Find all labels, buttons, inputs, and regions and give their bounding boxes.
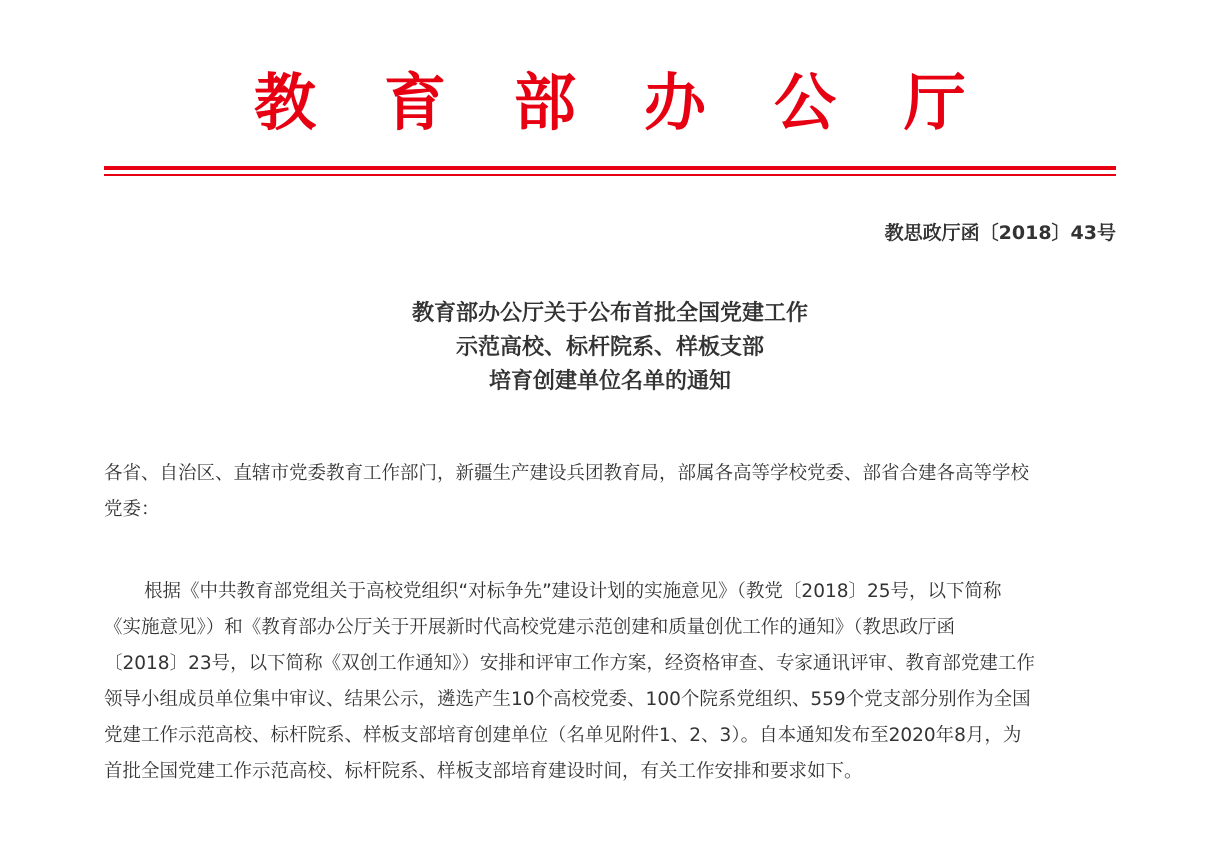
masthead-char: 厅	[903, 66, 966, 139]
masthead-divider-thin	[104, 174, 1116, 176]
salutation-line: 党委：	[104, 499, 160, 520]
title-line: 培育创建单位名单的通知	[488, 369, 731, 394]
document-number: 教思政厅函〔2018〕43号	[884, 222, 1116, 244]
masthead	[104, 62, 1116, 144]
masthead-char: 公	[773, 66, 836, 139]
body-line: 领导小组成员单位集中审议、结果公示，遴选产生10个高校党委、100个院系党组织、559个党支部分别作为全国	[104, 689, 1031, 710]
body-line: 根据《中共教育部党组关于高校党组织“对标争先”建设计划的实施意见》（教党〔2018〕25号，以下简称	[144, 581, 1002, 602]
masthead-char: 办	[643, 66, 706, 139]
body-line: 党建工作示范高校、标杆院系、样板支部培育创建单位（名单见附件1、2、3）。自本通知发布至2020年8月，为	[104, 725, 1022, 746]
salutation	[104, 456, 1116, 528]
body-line: 〔2018〕23号，以下简称《双创工作通知》）安排和评审工作方案，经资格审查、专家通讯评审、教育部党建工作	[104, 653, 1035, 674]
masthead-char: 教	[254, 66, 317, 139]
body-line: 《实施意见》）和《教育部办公厅关于开展新时代高校党建示范创建和质量创优工作的通知》（教思政厅函	[104, 617, 956, 638]
masthead-divider-thick	[104, 166, 1116, 170]
masthead-char: 部	[513, 66, 576, 139]
document-title	[104, 297, 1116, 399]
body-line: 首批全国党建工作示范高校、标杆院系、样板支部培育建设时间，有关工作安排和要求如下。	[104, 761, 863, 782]
masthead-char: 育	[383, 66, 446, 139]
title-line: 示范高校、标杆院系、样板支部	[455, 335, 764, 360]
salutation-line: 各省、自治区、直辖市党委教育工作部门，新疆生产建设兵团教育局，部属各高等学校党委、部省合建各高等学校	[104, 463, 1030, 484]
title-line: 教育部办公厅关于公布首批全国党建工作	[411, 301, 808, 326]
body-paragraph	[104, 574, 1116, 790]
